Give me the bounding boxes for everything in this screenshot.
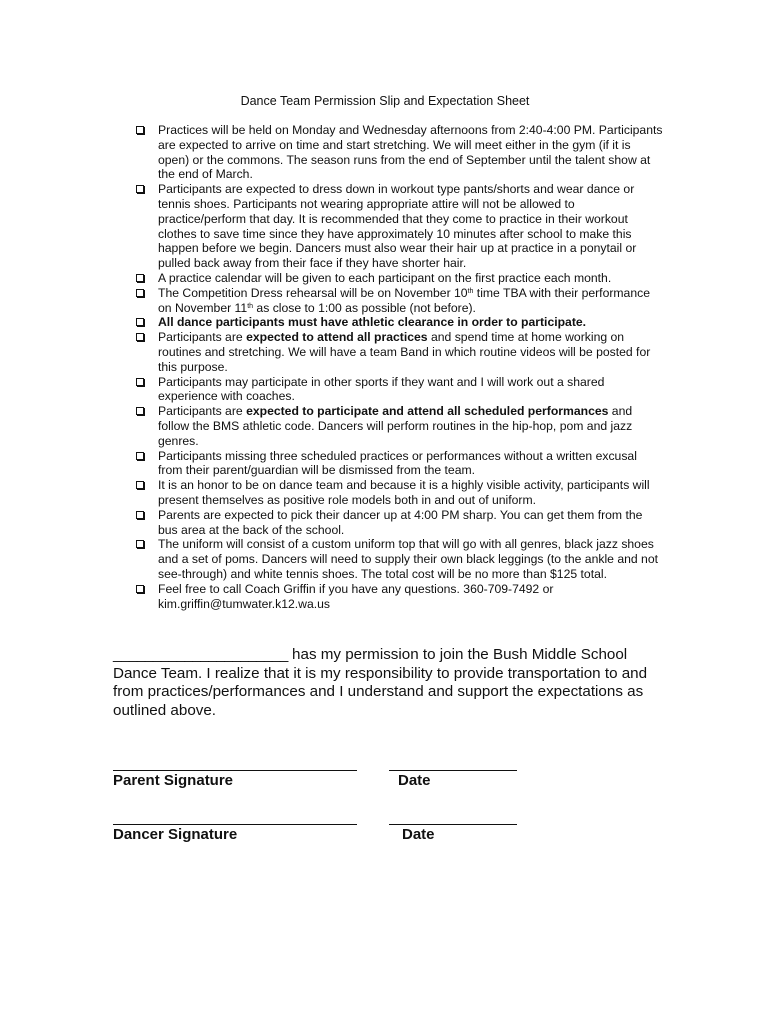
emphasized-text: expected to attend all practices bbox=[246, 330, 428, 345]
expectations-list bbox=[158, 123, 663, 611]
parent-date-label: Date bbox=[398, 772, 431, 789]
permission-statement bbox=[113, 646, 673, 720]
item-text: The uniform will consist of a custom uniform top that will go with all genres, black jazz shoes and a set of poms. Dancers will need to supply their own black leggings (to the ankle and not see-through) and white tennis shoes. The total cost will be no more than $125 total. bbox=[158, 537, 658, 581]
checkbox-bullet-icon bbox=[136, 585, 144, 593]
checkbox-bullet-icon bbox=[136, 452, 144, 460]
checkbox-bullet-icon bbox=[136, 511, 144, 519]
parent-signature-line bbox=[113, 770, 357, 771]
item-text: time TBA with their performance on November 11 bbox=[158, 285, 650, 315]
expectation-item bbox=[158, 375, 663, 405]
document-title: Dance Team Permission Slip and Expectation Sheet bbox=[240, 94, 530, 108]
item-text: Practices will be held on Monday and Wednesday afternoons from 2:40-4:00 PM. Participants are expected to arrive on time and start stretching. We will meet either in the gym (if it is open) or the commons. The season runs from the end of September until the talent show at the end of March. bbox=[158, 123, 663, 182]
item-text: Participants are expected to dress down in workout type pants/shorts and wear dance or tennis shoes. Participants not wearing appropriate attire will not be allowed to practice/perform that day. It is recommended that they come to practice in their workout clothes to save time since they have approximately 10 minutes after school to make this happen before we begin. Dancers must also wear their hair up at practice in a ponytail or pulled back away from their face if they have shorter hair. bbox=[158, 182, 637, 271]
item-text: and follow the BMS athletic code. Dancers will perform routines in the hip-hop, pom and jazz genres. bbox=[158, 404, 633, 448]
item-text: It is an honor to be on dance team and because it is a highly visible activity, participants will present themselves as positive role models both in and out of uniform. bbox=[158, 478, 650, 507]
dancer-date-label: Date bbox=[402, 826, 435, 843]
expectation-item bbox=[158, 315, 663, 330]
ordinal-suffix: th bbox=[467, 287, 474, 295]
dancer-date-line bbox=[389, 824, 517, 825]
checkbox-bullet-icon bbox=[136, 540, 144, 548]
expectation-item bbox=[158, 182, 663, 271]
expectation-item bbox=[158, 404, 663, 448]
item-text: Feel free to call Coach Griffin if you have any questions. 360-709-7492 or kim.griffin@tumwater.k12.wa.us bbox=[158, 581, 554, 611]
item-text: A practice calendar will be given to each participant on the first practice each month. bbox=[158, 270, 612, 285]
checkbox-bullet-icon bbox=[136, 378, 144, 386]
expectation-item bbox=[158, 330, 663, 374]
dancer-signature-line bbox=[113, 824, 357, 825]
emphasized-text: expected to participate and attend all scheduled performances bbox=[246, 404, 609, 419]
child-name-blank: ______________________ bbox=[113, 646, 288, 663]
expectation-item bbox=[158, 271, 663, 286]
item-text: Participants missing three scheduled practices or performances without a written excusal from their parent/guardian will be dismissed from the team. bbox=[158, 448, 637, 478]
permission-text: has my permission to join the Bush Middle School Dance Team. I realize that it is my responsibility to provide transportation to and from practices/performances and I understand and support the expectations as outlined above. bbox=[113, 646, 648, 719]
expectation-item bbox=[158, 537, 663, 581]
expectation-item bbox=[158, 286, 663, 316]
checkbox-bullet-icon bbox=[136, 333, 144, 341]
checkbox-bullet-icon bbox=[136, 126, 144, 134]
expectation-item bbox=[158, 449, 663, 479]
expectation-item bbox=[158, 582, 663, 612]
expectation-item bbox=[158, 478, 663, 508]
item-text: The Competition Dress rehearsal will be on November 10 bbox=[158, 285, 468, 300]
item-text: and spend time at home working on routines and stretching. We will have a team Band in which routine videos will be posted for this purpose. bbox=[158, 330, 651, 374]
item-text: Participants may participate in other sports if they want and I will work out a shared experience with coaches. bbox=[158, 374, 605, 404]
checkbox-bullet-icon bbox=[136, 407, 144, 415]
item-text: Participants are bbox=[158, 404, 247, 419]
checkbox-bullet-icon bbox=[136, 318, 144, 326]
checkbox-bullet-icon bbox=[136, 481, 144, 489]
expectation-item bbox=[158, 508, 663, 538]
expectation-item bbox=[158, 123, 663, 182]
checkbox-bullet-icon bbox=[136, 274, 144, 282]
checkbox-bullet-icon bbox=[136, 289, 144, 297]
parent-signature-label: Parent Signature bbox=[113, 772, 234, 789]
item-text: Parents are expected to pick their dancer up at 4:00 PM sharp. You can get them from the bus area at the back of the school. bbox=[158, 507, 643, 537]
dancer-signature-label: Dancer Signature bbox=[113, 826, 238, 843]
parent-date-line bbox=[389, 770, 517, 771]
item-text: as close to 1:00 as possible (not before). bbox=[253, 300, 476, 315]
checkbox-bullet-icon bbox=[136, 185, 144, 193]
item-text: Participants are bbox=[158, 330, 247, 345]
ordinal-suffix: th bbox=[247, 302, 254, 310]
emphasized-text: All dance participants must have athletic clearance in order to participate. bbox=[158, 315, 587, 330]
